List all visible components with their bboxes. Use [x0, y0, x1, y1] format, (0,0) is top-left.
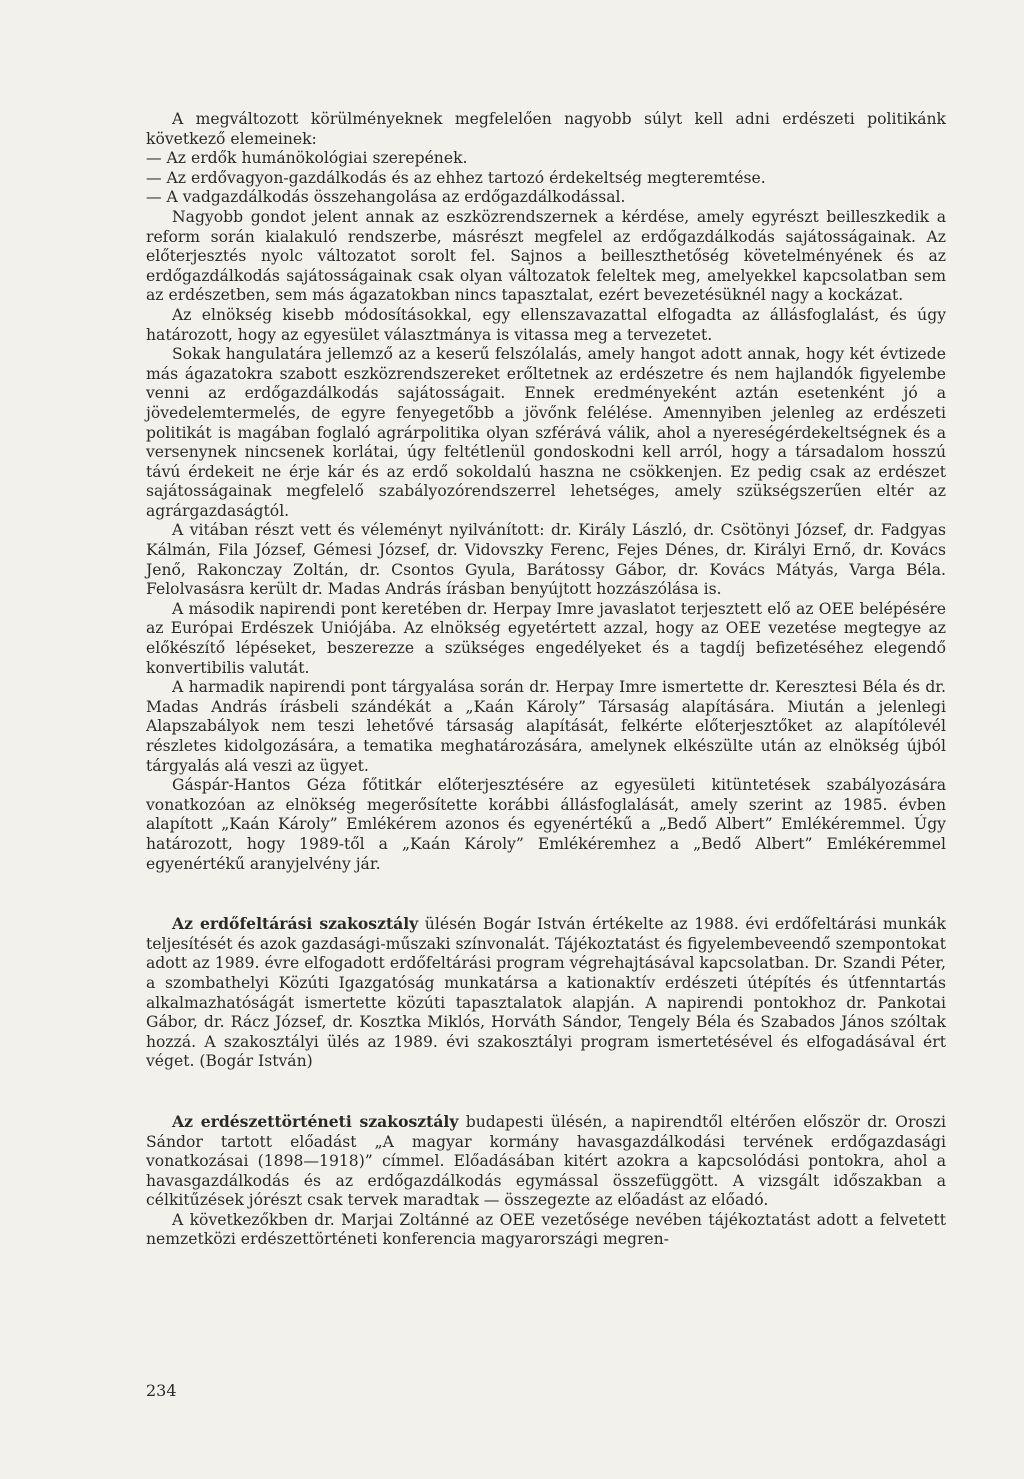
section-erdofeltarasi [146, 914, 946, 1072]
paragraph: A harmadik napirendi pont tárgyalása során dr. Herpay Imre ismertette dr. Keresztesi Béla és dr. Madas András írásbeli szándékát a „Kaán Károly” Társaság alapítására. Miután a jelenlegi Alapszabályok nem teszi lehetővé társaság alapítását, felkérte előterjesztőket az alapítólevél részletes kidolgozására, a tematika meghatározására, amelynek elkészülte után az elnökség újból tárgyalás alá veszi az ügyet. [146, 678, 946, 775]
text-column [146, 110, 946, 1250]
page-number: 234 [146, 1381, 177, 1400]
paragraph-intro: A megváltozott körülményeknek megfelelően nagyobb súlyt kell adni erdészeti politikánk következő elemeinek: [146, 110, 946, 148]
paragraph: Sokak hangulatára jellemző az a keserű felszólalás, amely hangot adott annak, hogy két évtizede más ágazatokra szabott eszközrendszereket erőltetnek az erdészetre és nem hajlandók figyelembe venni az erdőgazdálkodás sajátosságait. Ennek eredményeként aztán esetenként jó a jövedelemtermelés, de egyre fenyegetőbb a jövőnk felélése. Amennyiben jelenleg az erdészeti politikát is magában foglaló agrárpolitika olyan szférává válik, ahol a nyereségérdekeltségnek és a versenynek nincsenek korlátai, úgy feltétlenül gondoskodni kell arról, hogy a társadalom hosszú távú érdekeit ne érje kár és az erdő sokoldalú haszna ne csökkenjen. Ez pedig csak az erdészet sajátosságainak megfelelő szabályozórendszerrel lehetséges, amely szükségszerűen eltér az agrárgazdaságtól. [146, 345, 946, 520]
paragraph: Az elnökség kisebb módosításokkal, egy ellenszavazattal elfogadta az állásfoglalást, és úgy határozott, hogy az egyesület választmánya is vitassa meg a tervezetet. [146, 305, 946, 344]
list-item: — Az erdők humánökológiai szerepének. [146, 149, 468, 168]
section-gap [146, 1072, 946, 1112]
section-erdeszettorteneti [146, 1112, 946, 1211]
paragraph: Gáspár-Hantos Géza főtitkár előterjesztésére az egyesületi kitüntetések szabályozására vonatkozóan az elnökség megerősítette korábbi állásfoglalását, amely szerint az 1985. évben alapított „Kaán Károly” Emlékérem azonos és egyenértékű a „Bedő Albert” Emlékéremmel. Úgy határozott, hogy 1989-től a „Kaán Károly” Emlékéremhez a „Bedő Albert” Emlékéremmel egyenértékű aranyjelvény jár. [146, 776, 946, 873]
paragraph: A vitában részt vett és véleményt nyilvánított: dr. Király László, dr. Csötönyi József, dr. Fadgyas Kálmán, Fila József, Gémesi József, dr. Vidovszky Ferenc, Fejes Dénes, dr. Királyi Ernő, dr. Kovács Jenő, Rakonczay Zoltán, dr. Csontos Gyula, Barátossy Gábor, dr. Kovács Mátyás, Varga Béla. Felolvasásra került dr. Madas András írásban benyújtott hozzászólása is. [146, 521, 946, 599]
section-heading: Az erdőfeltárási szakosztály [172, 914, 419, 934]
section-text: ülésén Bogár István értékelte az 1988. évi erdőfeltárási munkák teljesítését és azok gazdasági-műszaki színvonalát. Tájékoztatást és figyelembeveendő szempontokat adott az 1989. évre elfogadott erdőfeltárási program végrehajtásával kapcsolatban. Dr. Szandi Péter, a szombathelyi Közúti Igazgatóság munkatársa a kationaktív erdészeti útépítés és útfenntartás alkalmazhatóságát ismertette közúti tapasztalatok alapján. A napirendi pontokhoz dr. Pankotai Gábor, dr. Rácz József, dr. Kosztka Miklós, Horváth Sándor, Tengely Béla és Szabados János szóltak hozzá. A szakosztályi ülés az 1989. évi szakosztályi program ismertetésével és elfogadásával ért véget. (Bogár István) [146, 915, 946, 1071]
section-heading: Az erdészettörténeti szakosztály [172, 1111, 459, 1131]
section-gap [146, 874, 946, 914]
paragraph: A következőkben dr. Marjai Zoltánné az OEE vezetősége nevében tájékoztatást adott a felvetett nemzetközi erdészettörténeti konferencia magyarországi megren- [146, 1210, 946, 1249]
list-item: — A vadgazdálkodás összehangolása az erdőgazdálkodással. [146, 188, 626, 207]
list-item: — Az erdővagyon-gazdálkodás és az ehhez tartozó érdekeltség megteremtése. [146, 168, 766, 187]
paragraph: Nagyobb gondot jelent annak az eszközrendszernek a kérdése, amely egyrészt beilleszkedik a reform során kialakuló rendszerbe, másrészt megfelel az erdőgazdálkodás sajátosságainak. Az előterjesztés nyolc változatot sorolt fel. Sajnos a beilleszthetőség követelményének és az erdőgazdálkodás sajátosságainak csak olyan változatok feleltek meg, amelyekkel kapcsolatban sem az erdészetben, sem más ágazatokban nincs tapasztalat, ezért bevezetésüknél nagy a kockázat. [146, 207, 946, 305]
paragraph: A második napirendi pont keretében dr. Herpay Imre javaslatot terjesztett elő az OEE belépésére az Európai Erdészek Uniójába. Az elnökség egyetértett azzal, hogy az OEE vezetése megtegye az előkészítő lépéseket, beszerezze a szükséges engedélyeket és a tagdíj befizetéséhez elegendő konvertibilis valutát. [146, 599, 946, 677]
section-text: budapesti ülésén, a napirendtől eltérően először dr. Oroszi Sándor tartott előadást „A magyar kormány havasgazdálkodási tervének erdőgazdasági vonatkozásai (1898—1918)” címmel. Előadásában kitért azokra a kapcsolódási pontokra, ahol a havasgazdálkodás és az erdőgazdálkodás egymással összefüggött. A vizsgált időszakban a célkitűzések jórészt csak tervek maradtak — összegezte az előadást az előadó. [146, 1112, 947, 1210]
